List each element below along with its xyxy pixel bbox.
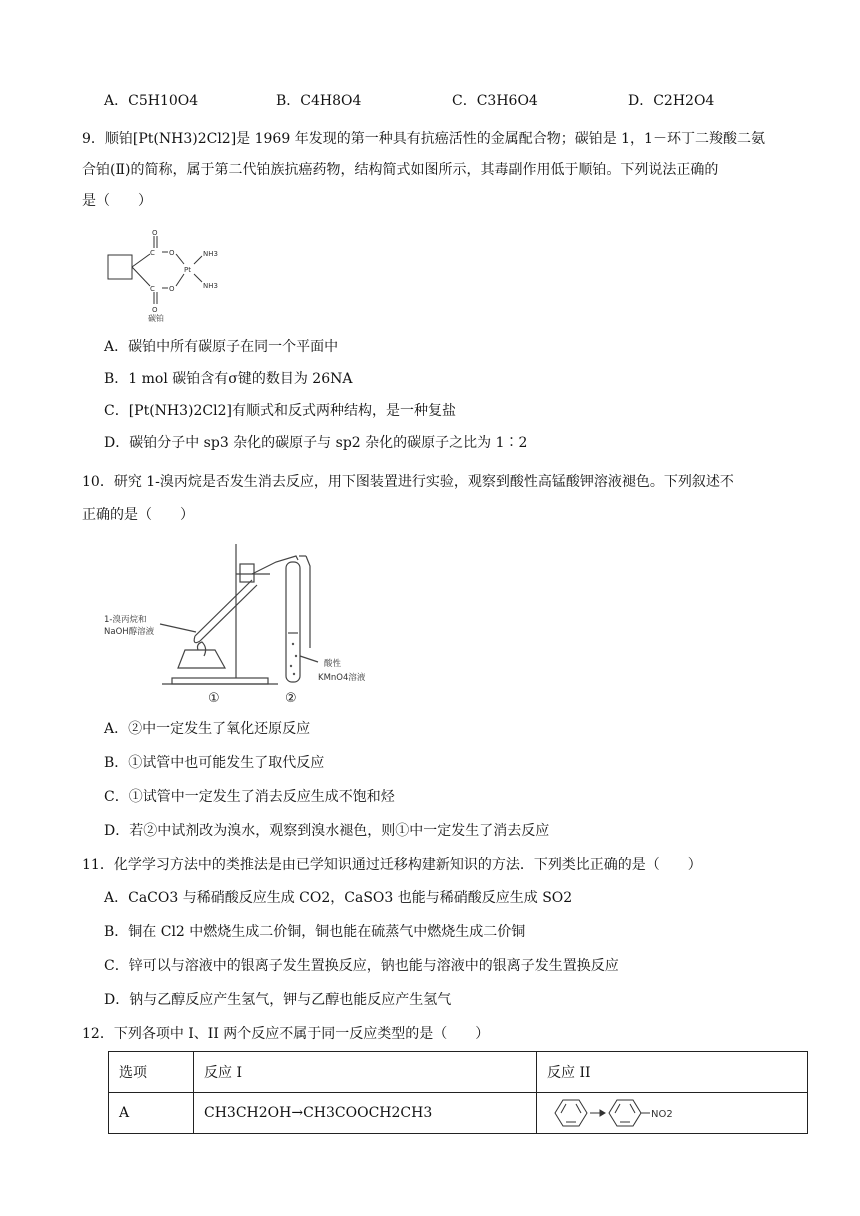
q8-option-b: B．C4H8O4 [276, 93, 362, 109]
q9-option-c: C．[Pt(NH3)2Cl2]有顺式和反式两种结构，是一种复盐 [104, 403, 456, 419]
row-reaction-1: CH3CH2OH→CH3COOCH2CH3 [194, 1093, 537, 1134]
q11-option-d: D．钠与乙醇反应产生氢气，钾与乙醇也能反应产生氢气 [104, 992, 452, 1008]
oxygen-o-bottom: O [169, 285, 175, 293]
apparatus-number-1: ① [208, 691, 220, 706]
table-header-row [109, 1052, 808, 1093]
q8-option-c: C．C3H6O4 [452, 93, 538, 109]
row-option: A [109, 1093, 194, 1134]
q9-option-a: A．碳铂中所有碳原子在同一个平面中 [104, 339, 339, 355]
nh3-top: NH3 [203, 250, 218, 258]
q8-option-d: D．C2H2O4 [628, 93, 715, 109]
q12-stem: 12．下列各项中 I、II 两个反应不属于同一反应类型的是（ ） [82, 1026, 490, 1042]
q10-option-c: C．①试管中一定发生了消去反应生成不饱和烃 [104, 789, 395, 805]
q10-stem-line2: 正确的是（ ） [82, 507, 194, 523]
q8-option-a: A．C5H10O4 [104, 93, 199, 109]
carbon-c-top: C [150, 249, 155, 257]
platinum-atom: Pt [184, 266, 191, 274]
label-reagent-line1: 酸性 [324, 659, 342, 669]
q9-stem-line2: 合铂(Ⅱ)的简称，属于第二代铂族抗癌药物，结构简式如图所示，其毒副作用低于顺铂。下列说法正确的 [82, 162, 719, 178]
carboplatin-structure-figure [100, 226, 230, 322]
q9-stem-line3: 是（ ） [82, 193, 152, 209]
q8-options [104, 90, 804, 110]
benzene-nitration-diagram [547, 1096, 697, 1130]
q12-table [108, 1051, 808, 1134]
q9-option-d: D．碳铂分子中 sp3 杂化的碳原子与 sp2 杂化的碳原子之比为 1∶2 [104, 435, 528, 451]
carbonyl-o-bottom: O [152, 306, 158, 314]
q11-option-b: B．铜在 Cl2 中燃烧生成二价铜，铜也能在硫蒸气中燃烧生成二价铜 [104, 924, 526, 940]
nitro-group-label: NO2 [651, 1109, 673, 1120]
carbonyl-o-top: O [152, 229, 158, 237]
q11-stem: 11．化学学习方法中的类推法是由已学知识通过迁移构建新知识的方法．下列类比正确的是（ ） [82, 857, 702, 873]
q9-stem-line1: 9．顺铂[Pt(NH3)2Cl2]是 1969 年发现的第一种具有抗癌活性的金属配合物；碳铂是 1，1－环丁二羧酸二氨 [82, 131, 765, 147]
label-reagent-line2: KMnO4溶液 [318, 673, 366, 683]
q10-option-a: A．②中一定发生了氧化还原反应 [104, 721, 311, 737]
q10-stem-line1: 10．研究 1-溴丙烷是否发生消去反应，用下图装置进行实验，观察到酸性高锰酸钾溶液褪色。下列叙述不 [82, 474, 734, 490]
q10-option-b: B．①试管中也可能发生了取代反应 [104, 755, 325, 771]
q10-option-d: D．若②中试剂改为溴水，观察到溴水褪色，则①中一定发生了消去反应 [104, 823, 550, 839]
carbon-c-bottom: C [150, 285, 155, 293]
q11-option-a: A．CaCO3 与稀硝酸反应生成 CO2，CaSO3 也能与稀硝酸反应生成 SO2 [104, 890, 573, 906]
label-reactants-line2: NaOH醇溶液 [104, 627, 155, 637]
header-reaction-1: 反应 I [194, 1052, 537, 1093]
apparatus-number-2: ② [285, 691, 297, 706]
q9-option-b: B．1 mol 碳铂含有σ键的数目为 26NA [104, 371, 353, 387]
table-row [109, 1093, 808, 1134]
q11-option-c: C．锌可以与溶液中的银离子发生置换反应，钠也能与溶液中的银离子发生置换反应 [104, 958, 619, 974]
figure-caption: 碳铂 [148, 314, 164, 322]
apparatus-figure [100, 538, 390, 708]
nh3-bottom: NH3 [203, 282, 218, 290]
oxygen-o-top: O [169, 249, 175, 257]
row-reaction-2 [537, 1093, 808, 1134]
header-reaction-2: 反应 II [537, 1052, 808, 1093]
label-reactants-line1: 1-溴丙烷和 [104, 615, 147, 625]
header-option: 选项 [109, 1052, 194, 1093]
